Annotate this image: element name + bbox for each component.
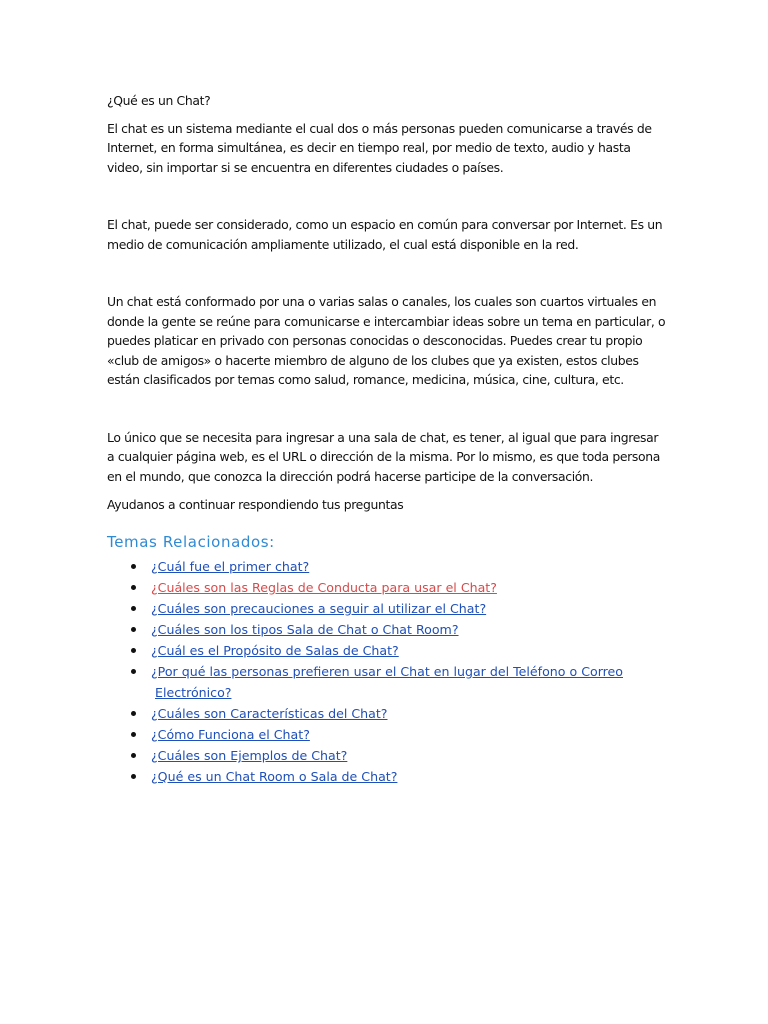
paragraph-common-space: El chat, puede ser considerado, como un espacio en común para conversar por Internet. Es un medio de comunicación ampliamente utilizado, el cual está disponible en la red. [107,217,663,252]
bullet-icon [131,627,136,632]
related-link-how-it-works[interactable]: ¿Cómo Funciona el Chat? [151,727,310,742]
related-link-conduct-rules[interactable]: ¿Cuáles son las Reglas de Conducta para usar el Chat? [151,580,497,595]
related-link-examples[interactable]: ¿Cuáles son Ejemplos de Chat? [151,748,348,763]
paragraph-access: Lo único que se necesita para ingresar a una sala de chat, es tener, al igual que para ingresar a cualquier página web, es el URL o dirección de la misma. Por lo mismo, es que toda persona en el mundo, que conozca la dirección podrá hacerse participe de la conversación. [107,429,660,484]
related-link-purpose[interactable]: ¿Cuál es el Propósito de Salas de Chat? [151,643,399,658]
list-item [131,661,671,703]
list-item [131,766,671,787]
paragraph-help-request: Ayudanos a continuar respondiendo tus preguntas [107,497,404,512]
article-body [107,91,667,515]
related-topics-list [131,556,671,787]
list-item [131,724,671,745]
bullet-icon [131,648,136,653]
paragraph-definition: El chat es un sistema mediante el cual dos o más personas pueden comunicarse a través de Internet, en forma simultánea, es decir en tiempo real, por medio de texto, audio y hasta video, sin importar si se encuentra en diferentes ciudades o países. [107,120,652,175]
article-heading: ¿Qué es un Chat? [107,93,211,108]
bullet-icon [131,669,136,674]
related-link-precautions[interactable]: ¿Cuáles son precauciones a seguir al utilizar el Chat? [151,601,487,616]
bullet-icon [131,606,136,611]
list-item [131,640,671,661]
link-line: ¿Por qué las personas prefieren usar el Chat en lugar del Teléfono o Correo [151,664,623,679]
bullet-icon [131,774,136,779]
bullet-icon [131,564,136,569]
bullet-icon [131,585,136,590]
list-item [131,598,671,619]
bullet-icon [131,753,136,758]
related-link-chat-room[interactable]: ¿Qué es un Chat Room o Sala de Chat? [151,769,398,784]
link-line: Electrónico? [155,685,232,700]
related-link-first-chat[interactable]: ¿Cuál fue el primer chat? [151,559,310,574]
bullet-icon [131,732,136,737]
list-item [131,745,671,766]
related-link-room-types[interactable]: ¿Cuáles son los tipos Sala de Chat o Chat Room? [151,622,459,637]
list-item [131,577,671,598]
bullet-icon [131,711,136,716]
paragraph-rooms: Un chat está conformado por una o varias salas o canales, los cuales son cuartos virtuales en donde la gente se reúne para comunicarse e intercambiar ideas sobre un tema en particular, o puedes platicar en privado con personas conocidas o desconocidas. Puedes crear tu propio «club de amigos» o hacerte miembro de alguno de los clubes que ya existen, estos clubes están clasificados por temas como salud, romance, medicina, música, cine, cultura, etc. [107,294,666,387]
related-link-characteristics[interactable]: ¿Cuáles son Características del Chat? [151,706,388,721]
list-item [131,619,671,640]
related-topics-title: Temas Relacionados: [107,533,275,551]
list-item [131,556,671,577]
list-item [131,703,671,724]
related-link-why-prefer-chat[interactable] [151,661,666,703]
